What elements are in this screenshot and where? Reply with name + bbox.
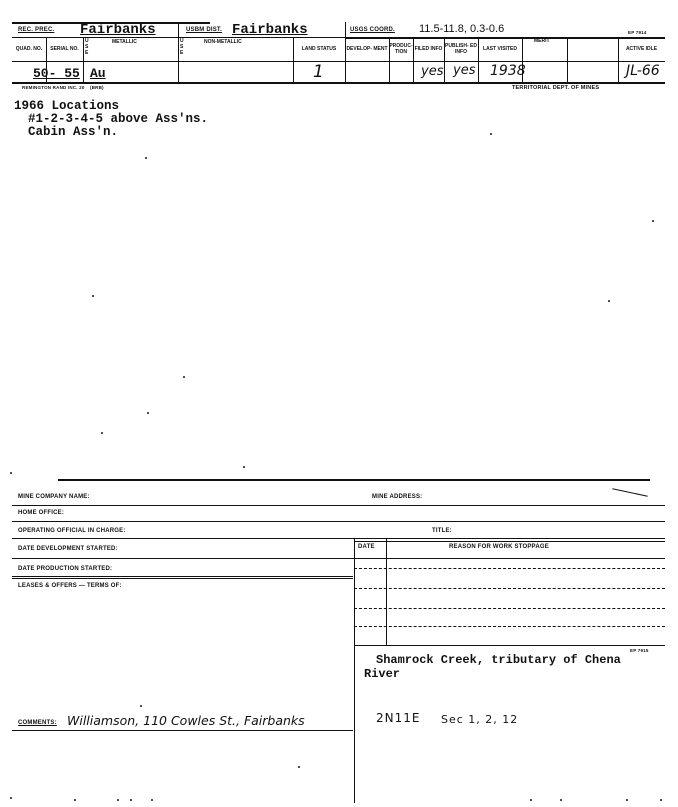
col-published-info: PUBLISH- ED INFO bbox=[445, 43, 477, 55]
col-last-visited: LAST VISITED bbox=[483, 46, 517, 52]
col-non-metallic: NON-METALLIC bbox=[204, 39, 242, 45]
township-value: 2N11E bbox=[376, 711, 421, 725]
col-development: DEVELOP- MENT bbox=[346, 46, 388, 52]
usgs-coord-label: USGS COORD. bbox=[350, 27, 395, 33]
col-serial-no: SERIAL NO. bbox=[50, 46, 79, 52]
notes-line-3: Cabin Ass'n. bbox=[28, 125, 119, 139]
col-active-idle: ACTIVE IDLE bbox=[625, 46, 658, 52]
col-filed-info: FILED INFO bbox=[414, 46, 443, 52]
mine-company-label: MINE COMPANY NAME: bbox=[18, 494, 90, 500]
date-column-label: DATE bbox=[358, 544, 375, 550]
title-label: TITLE: bbox=[432, 528, 452, 534]
col-production: PRODUC- TION bbox=[389, 43, 413, 55]
date-production-label: DATE PRODUCTION STARTED: bbox=[18, 566, 113, 572]
notes-line-1: 1966 Locations bbox=[14, 99, 120, 113]
last-visited-value: 1938 bbox=[490, 63, 526, 79]
date-development-label: DATE DEVELOPMENT STARTED: bbox=[18, 546, 118, 552]
col-quad-no: QUAD. NO. bbox=[15, 46, 43, 52]
usbm-dist-label: USBM DIST. bbox=[186, 27, 223, 33]
col-use-nonmetallic: U S E bbox=[180, 38, 184, 56]
usbm-dist-value: Fairbanks bbox=[232, 22, 308, 38]
active-idle-value: JL-66 bbox=[626, 63, 660, 79]
notes-block bbox=[14, 100, 208, 139]
col-metallic: METALLIC bbox=[112, 39, 137, 45]
territorial-dept: TERRITORIAL DEPT. OF MINES bbox=[512, 85, 600, 91]
operating-official-label: OPERATING OFFICIAL IN CHARGE: bbox=[18, 528, 126, 534]
comments-label: COMMENTS: bbox=[18, 720, 57, 726]
col-merit: MERIT bbox=[534, 38, 550, 44]
home-office-label: HOME OFFICE: bbox=[18, 510, 65, 516]
mine-address-label: MINE ADDRESS: bbox=[372, 494, 423, 500]
rec-prec-value: Fairbanks bbox=[80, 22, 156, 38]
form-code-2: EP 7915 bbox=[630, 648, 649, 653]
form-code: EP 7914 bbox=[628, 30, 647, 35]
rec-prec-label: REC. PREC. bbox=[18, 27, 55, 33]
quad-serial-value: 50- 55 bbox=[33, 66, 80, 81]
leases-label: LEASES & OFFERS — TERMS OF: bbox=[18, 583, 122, 589]
metallic-value: Au bbox=[90, 66, 106, 81]
col-use-metallic: U S E bbox=[85, 38, 89, 56]
location-line-2: River bbox=[364, 667, 401, 681]
notes-line-2: #1-2-3-4-5 above Ass'ns. bbox=[28, 112, 209, 126]
printer-line: REMINGTON RAND INC. 20 bbox=[22, 85, 85, 90]
location-block bbox=[364, 653, 621, 681]
sections-value: Sec 1, 2, 12 bbox=[441, 713, 519, 726]
col-land-status: LAND STATUS bbox=[301, 46, 337, 52]
comments-value: Williamson, 110 Cowles St., Fairbanks bbox=[67, 713, 305, 728]
land-status-value: 1 bbox=[313, 62, 324, 82]
location-line-1: Shamrock Creek, tributary of Chena bbox=[376, 653, 621, 667]
published-info-value: yes bbox=[453, 63, 476, 78]
reason-label: REASON FOR WORK STOPPAGE bbox=[449, 544, 549, 550]
filed-info-value: yes bbox=[421, 64, 444, 79]
usgs-coord-value: 11.5-11.8, 0.3-0.6 bbox=[419, 23, 505, 35]
printer-code: (BRB) bbox=[90, 85, 104, 90]
